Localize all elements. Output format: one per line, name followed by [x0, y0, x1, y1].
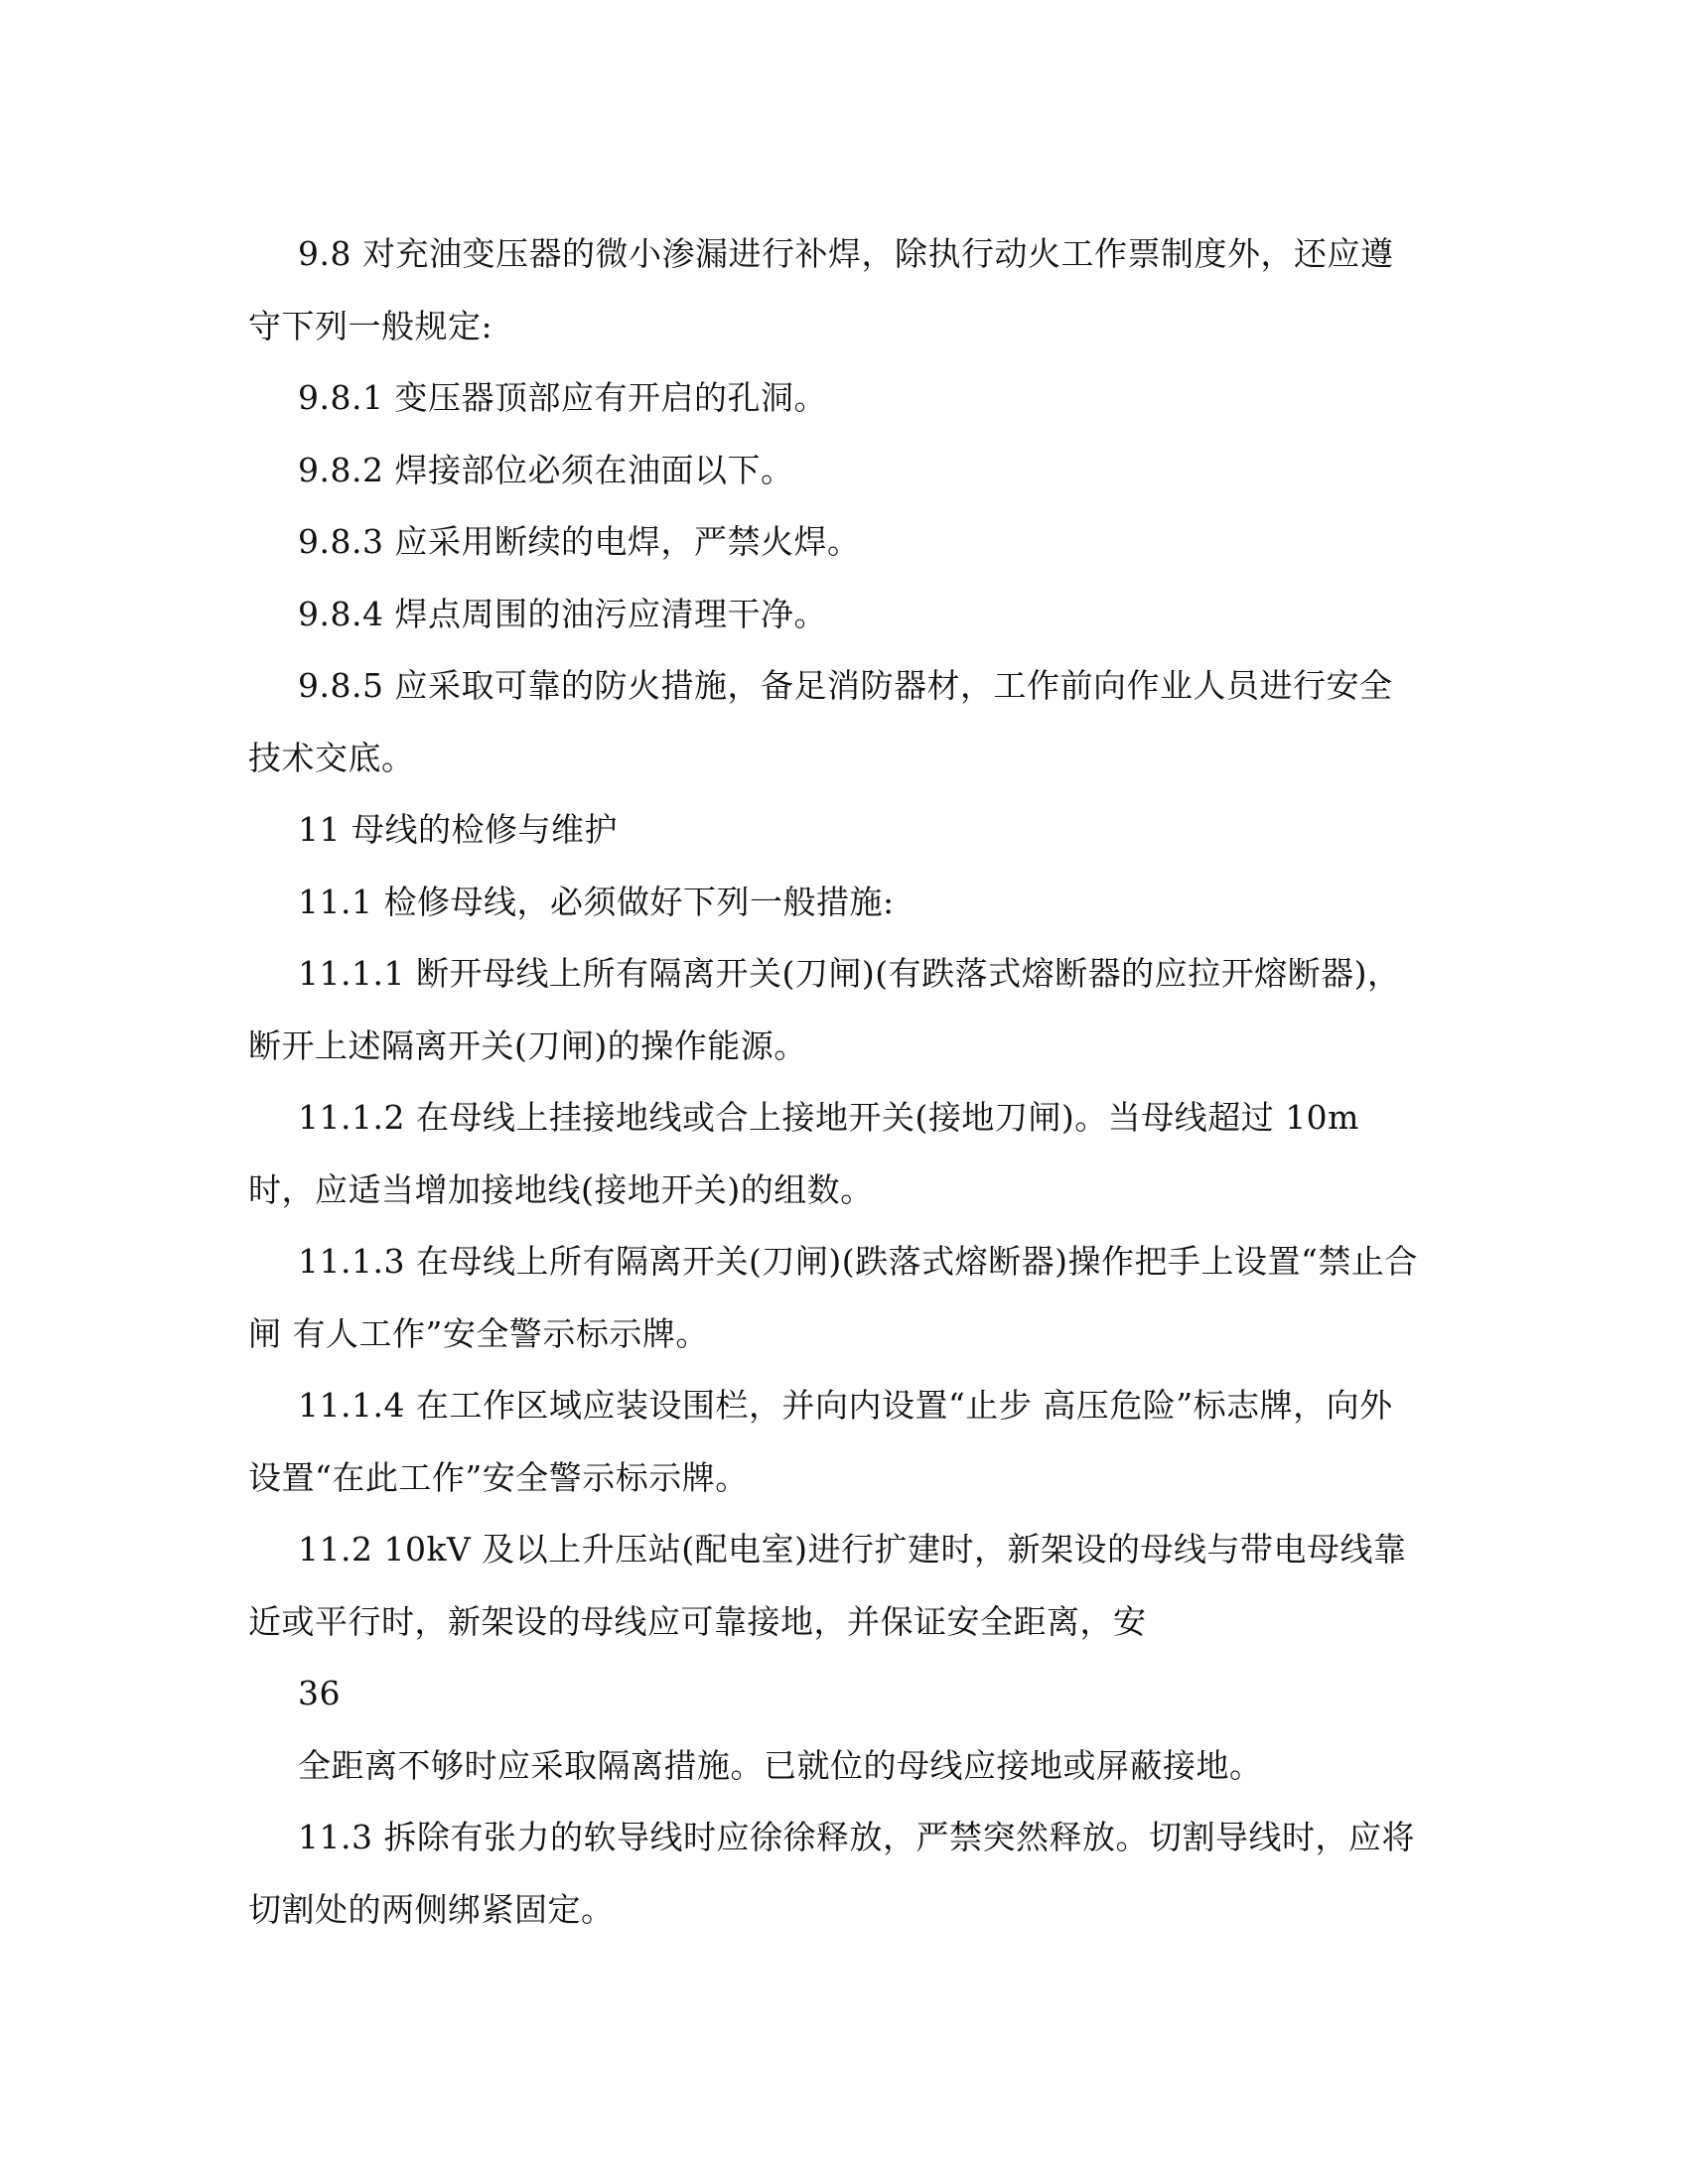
paragraph-9-8-3: 9.8.3 应采用断续的电焊，严禁火焊。 [298, 522, 861, 561]
paragraph-9-8-1: 9.8.1 变压器顶部应有开启的孔洞。 [298, 378, 827, 417]
paragraph-11-1-4: 11.1.4 在工作区域应装设围栏，并向内设置“止步 高压危险”标志牌，向外设置“在此工作”安全警示标示牌。 [248, 1386, 1393, 1497]
paragraph-11-1: 11.1 检修母线，必须做好下列一般措施: [298, 882, 895, 921]
paragraph-11-1-3: 11.1.3 在母线上所有隔离开关(刀闸)(跌落式熔断器)操作把手上设置“禁止合闸 有人工作”安全警示标示牌。 [248, 1242, 1418, 1353]
paragraph-9-8-5: 9.8.5 应采取可靠的防火措施，备足消防器材，工作前向作业人员进行安全技术交底。 [248, 666, 1393, 777]
paragraph-9-8: 9.8 对充油变压器的微小渗漏进行补焊，除执行动火工作票制度外，还应遵守下列一般规定: [248, 234, 1394, 345]
paragraph-11-3: 11.3 拆除有张力的软导线时应徐徐释放，严禁突然释放。切割导线时，应将切割处的两侧绑紧固定。 [248, 1818, 1415, 1929]
document-body [248, 218, 1420, 1946]
section-heading-11: 11 母线的检修与维护 [298, 810, 618, 849]
paragraph-9-8-4: 9.8.4 焊点周围的油污应清理干净。 [298, 594, 827, 633]
paragraph-11-1-2: 11.1.2 在母线上挂接地线或合上接地开关(接地刀闸)。当母线超过 10m 时，应适当增加接地线(接地开关)的组数。 [248, 1098, 1359, 1209]
paragraph-9-8-2: 9.8.2 焊接部位必须在油面以下。 [298, 450, 794, 489]
paragraph-11-1-1: 11.1.1 断开母线上所有隔离开关(刀闸)(有跌落式熔断器的应拉开熔断器)，断开上述隔离开关(刀闸)的操作能源。 [248, 954, 1401, 1065]
paragraph-11-2-continued: 全距离不够时应采取隔离措施。已就位的母线应接地或屏蔽接地。 [298, 1745, 1263, 1785]
page-number: 36 [298, 1674, 341, 1712]
paragraph-11-2: 11.2 10kV 及以上升压站(配电室)进行扩建时，新架设的母线与带电母线靠近或平行时，新架设的母线应可靠接地，并保证安全距离，安 [248, 1530, 1407, 1641]
